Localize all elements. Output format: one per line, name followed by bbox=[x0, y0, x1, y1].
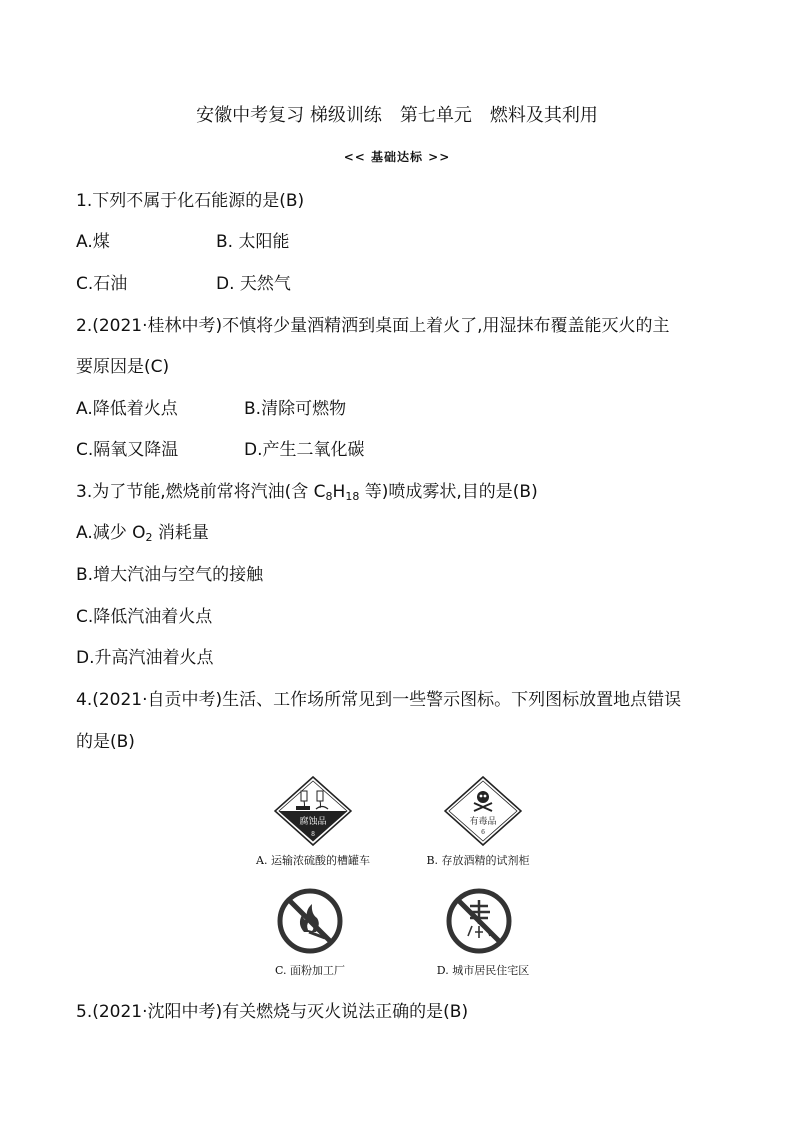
q3-option-c: C.降低汽油着火点 bbox=[76, 607, 213, 627]
q1-option-c: C.石油 bbox=[76, 274, 128, 294]
question-2-stem-line2: 要原因是(C) bbox=[76, 357, 170, 377]
q2-option-d: D.产生二氧化碳 bbox=[244, 440, 365, 460]
q3-option-a: A.减少 $O_2$ 消耗量 bbox=[76, 523, 209, 544]
question-3-stem: 3.为了节能,燃烧前常将汽油(含 $C_8H_{18}$ 等)喷成雾状,目的是(B) bbox=[76, 482, 538, 503]
figure-a-caption: A. 运输浓硫酸的槽罐车 bbox=[256, 854, 370, 867]
q1-option-a: A.煤 bbox=[76, 232, 110, 252]
no-fireworks-sign-icon bbox=[446, 888, 512, 954]
toxic-sign-icon bbox=[444, 776, 522, 846]
question-5-stem: 5.(2021·沈阳中考)有关燃烧与灭火说法正确的是(B) bbox=[76, 1002, 469, 1022]
figure-b-caption: B. 存放酒精的试剂柜 bbox=[426, 854, 530, 867]
q3-option-b: B.增大汽油与空气的接触 bbox=[76, 565, 264, 585]
no-fire-sign-icon bbox=[277, 888, 343, 954]
q1-option-b: B. 太阳能 bbox=[216, 232, 290, 252]
q1-option-d: D. 天然气 bbox=[216, 274, 291, 294]
toxic-sign-label: 有毒品 bbox=[469, 817, 497, 827]
question-1-stem: 1.下列不属于化石能源的是(B) bbox=[76, 191, 305, 211]
figure-d-caption: D. 城市居民住宅区 bbox=[436, 964, 530, 977]
figure-c-caption: C. 面粉加工厂 bbox=[274, 964, 346, 977]
toxic-sign-number: 6 bbox=[481, 829, 485, 836]
q2-option-b: B.清除可燃物 bbox=[244, 399, 347, 419]
question-4-stem-line2: 的是(B) bbox=[76, 732, 135, 752]
corrosive-sign-icon bbox=[274, 776, 352, 846]
q2-option-a: A.降低着火点 bbox=[76, 399, 178, 419]
section-subtitle: << 基础达标 >> bbox=[343, 150, 451, 164]
corrosive-sign-number: 8 bbox=[311, 831, 315, 838]
question-4-stem-line1: 4.(2021·自贡中考)生活、工作场所常见到一些警示图标。下列图标放置地点错误 bbox=[76, 690, 682, 710]
question-2-stem-line1: 2.(2021·桂林中考)不慎将少量酒精洒到桌面上着火了,用湿抹布覆盖能灭火的主 bbox=[76, 316, 670, 336]
page-title: 安徽中考复习 梯级训练 第七单元 燃料及其利用 bbox=[196, 105, 598, 126]
corrosive-sign-label: 腐蚀品 bbox=[299, 817, 327, 827]
q2-option-c: C.隔氧又降温 bbox=[76, 440, 179, 460]
q3-option-d: D.升高汽油着火点 bbox=[76, 648, 214, 668]
